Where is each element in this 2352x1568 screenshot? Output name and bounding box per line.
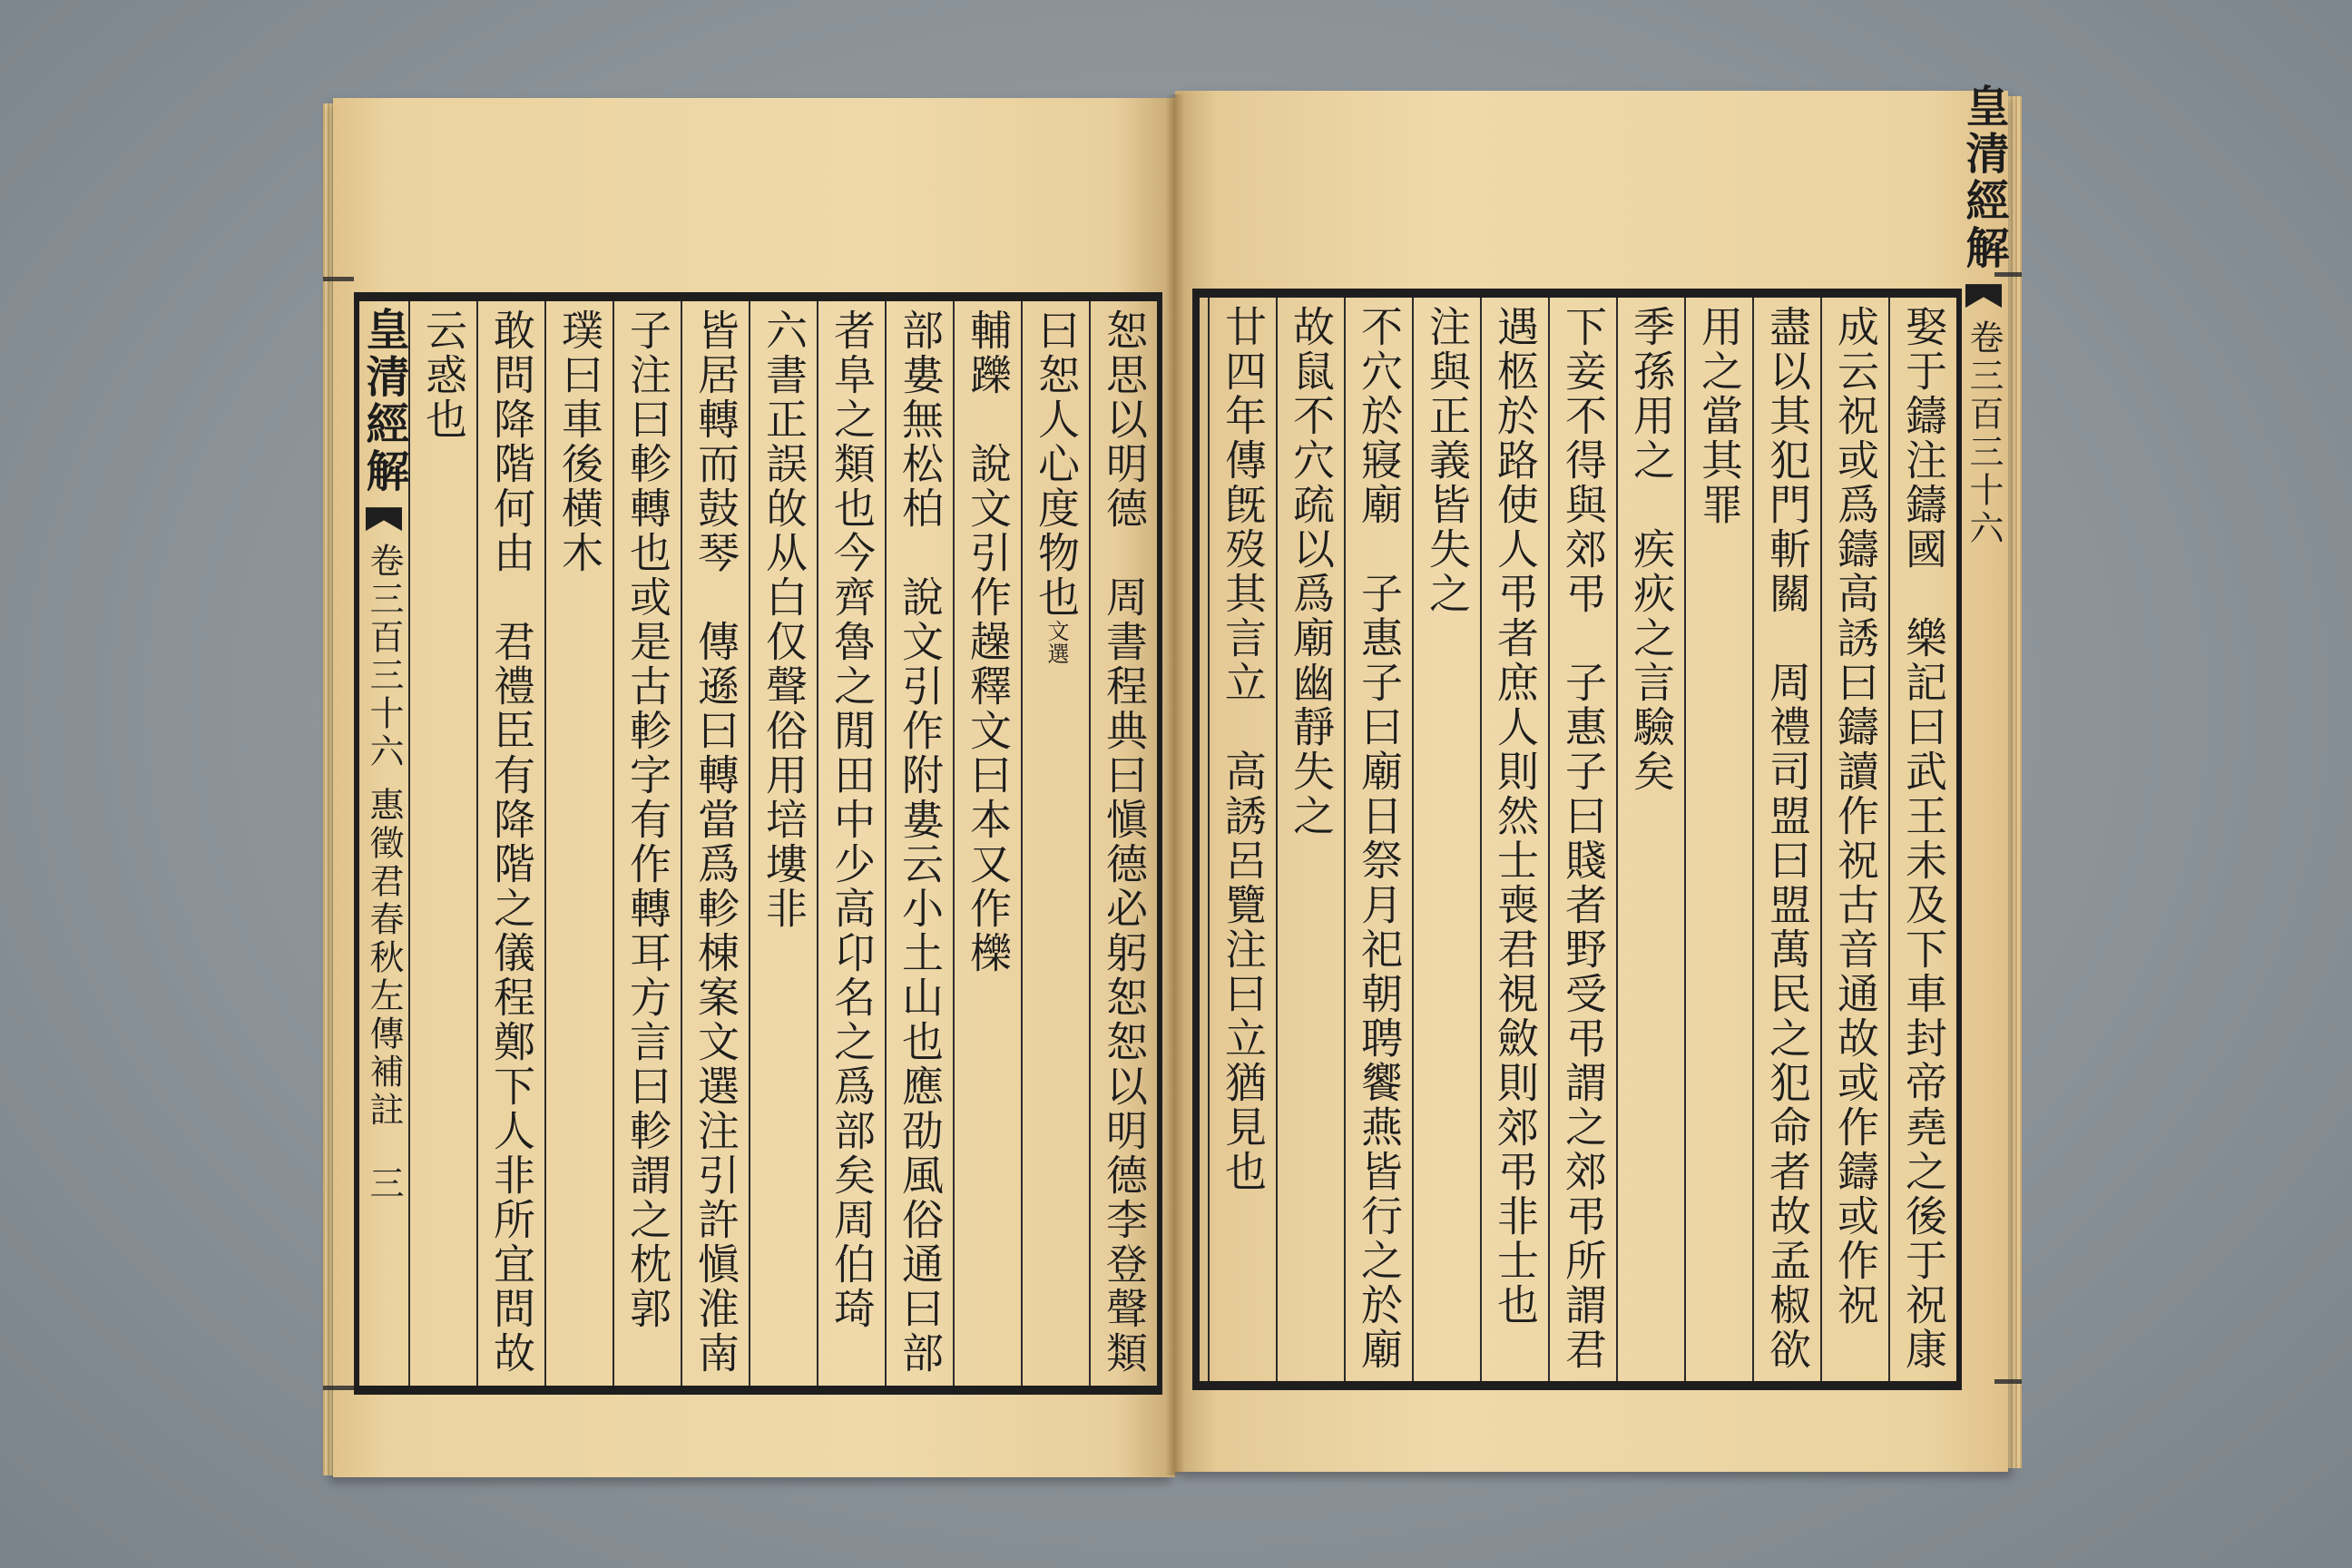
text-column: 季孫用之 疾疢之言驗矣 (1616, 298, 1684, 1381)
fish-tail-mark (366, 507, 402, 531)
text-column: 恕思以明德 周書程典曰愼德必躬恕恕以明德李登聲類 (1089, 301, 1157, 1386)
column-main-text: 曰恕人心度物也 (1032, 309, 1081, 620)
left-text-columns (359, 301, 1157, 1386)
text-column (1021, 301, 1089, 1386)
right-text-columns (1200, 298, 1956, 1381)
right-page-margin-column (1958, 83, 2009, 828)
text-column: 子注曰軫轉也或是古軫字有作轉耳方言曰軫謂之枕郭 (612, 301, 681, 1386)
column-small-annotation: 文選 (1044, 620, 1069, 665)
margin-series-title: 皇清經解 (1958, 83, 2009, 272)
text-column: 用之當其罪 (1684, 298, 1752, 1381)
book-gutter (1165, 94, 1185, 1475)
text-column: 盡以其犯門斬關 周禮司盟曰盟萬民之犯命者故孟椒欲 (1752, 298, 1820, 1381)
margin-volume: 卷三百三十六 (364, 543, 404, 772)
text-column: 者阜之類也今齊魯之閒田中少高卬名之爲部矣周伯琦 (817, 301, 885, 1386)
text-column: 故鼠不穴疏以爲廟幽靜失之 (1276, 298, 1344, 1381)
right-print-frame (1192, 289, 1962, 1390)
left-print-frame (354, 292, 1162, 1395)
text-column: 注與正義皆失之 (1412, 298, 1480, 1381)
text-column: 云惑也 (408, 301, 476, 1386)
text-column: 輔躒 說文引作趮釋文曰本又作櫟 (953, 301, 1021, 1386)
text-column: 下妾不得與郊弔 子惠子曰賤者野受弔謂之郊弔所謂君 (1548, 298, 1616, 1381)
binding-thread (323, 1386, 354, 1390)
text-column: 遇柩於路使人弔者庶人則然士喪君視斂則郊弔非士也 (1480, 298, 1548, 1381)
text-column: 六書正誤敀从白仅聲俗用培塿非 (749, 301, 817, 1386)
text-column: 不穴於寢廟 子惠子曰廟日祭月祀朝聘饗燕皆行之於廟 (1344, 298, 1412, 1381)
margin-page-number: 三 (364, 1165, 404, 1204)
text-column: 部婁無松柏 說文引作附婁云小土山也應劭風俗通曰部 (885, 301, 953, 1386)
binding-thread (323, 277, 354, 281)
text-column: 娶于鑄注鑄國 樂記曰武王未及下車封帝堯之後于祝康 (1888, 298, 1956, 1381)
margin-series-title: 皇清經解 (358, 307, 409, 495)
text-column: 璞曰車後横木 (544, 301, 612, 1386)
margin-volume: 卷三百三十六 (1964, 319, 2004, 549)
text-column: 成云祝或爲鑄高誘曰鑄讀作祝古音通故或作鑄或作祝 (1820, 298, 1888, 1381)
fish-tail-mark (1965, 284, 2002, 308)
text-column: 敢問降階何由 君禮臣有降階之儀程鄭下人非所宜問故 (476, 301, 544, 1386)
text-column: 皆居轉而鼓琴 傳遜曰轉當爲軫棟案文選注引許愼淮南 (681, 301, 749, 1386)
text-column: 廿四年傳旣歿其言立 高誘呂覽注曰立猶見也 (1208, 298, 1276, 1381)
left-page-margin-column (359, 301, 408, 1386)
margin-work-title: 惠徵君春秋左傳補註 (364, 787, 404, 1131)
binding-thread (1994, 1379, 2022, 1384)
